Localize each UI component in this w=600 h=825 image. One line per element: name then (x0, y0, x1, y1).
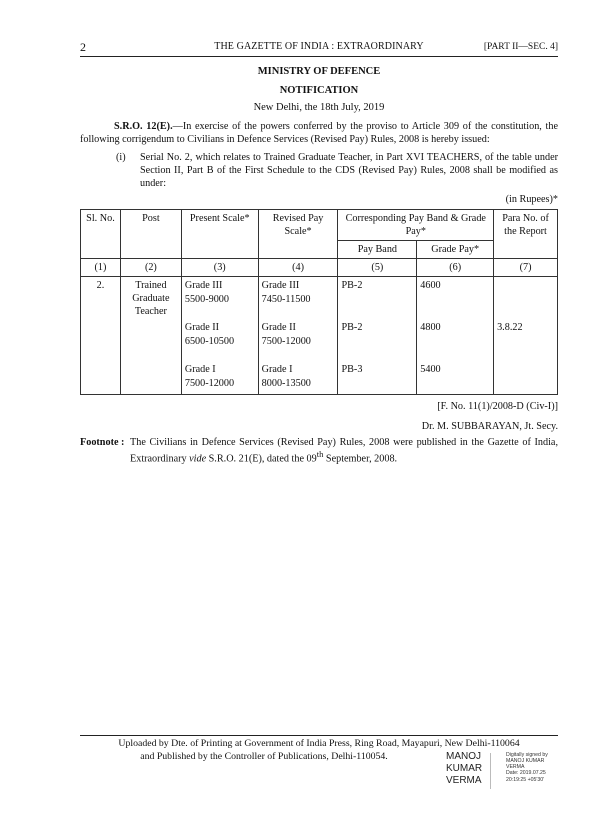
cell-present-scale (181, 277, 258, 395)
post-line: Graduate (132, 293, 170, 305)
revised-scale: 7500-12000 (261, 336, 311, 348)
col-number: (5) (338, 259, 417, 277)
col-number: (7) (494, 259, 558, 277)
header-rule (80, 56, 558, 57)
footnote-text (130, 436, 558, 465)
col-number: (4) (258, 259, 338, 277)
column-number-row (81, 259, 558, 277)
spacer (497, 293, 554, 307)
cell-revised-scale (258, 277, 338, 395)
sro-number: S.R.O. 12(E). (114, 121, 173, 132)
pay-scale-table (80, 209, 558, 395)
ministry-heading: MINISTRY OF DEFENCE (257, 66, 381, 77)
cell-post (120, 277, 181, 395)
col-number: (3) (181, 259, 258, 277)
present-scale: 6500-10500 (184, 336, 235, 348)
spacer (497, 279, 554, 293)
spacer (341, 307, 413, 321)
grade-pay: 5400 (420, 364, 441, 376)
footnote-vide: vide (189, 453, 207, 465)
grade-pay: 4800 (420, 322, 441, 334)
cell-para-no (494, 277, 558, 395)
signature-meta-line: MANOJ KUMAR (506, 758, 545, 765)
item-number: (i) (116, 152, 126, 163)
dateline: New Delhi, the 18th July, 2019 (253, 102, 385, 113)
header-grade-pay: Grade Pay* (417, 241, 494, 259)
signature-meta-line: Date: 2019.07.25 (506, 770, 546, 777)
spacer (185, 349, 255, 363)
grade-pay: 4600 (420, 280, 441, 292)
footnote-part: September, 2008. (323, 453, 398, 465)
footer-rule (80, 735, 558, 736)
header-corresponding-band: Corresponding Pay Band & Grade Pay* (338, 210, 494, 241)
gazette-part: [PART II—SEC. 4] (483, 42, 558, 52)
intro-text: —In exercise of the powers conferred by the proviso to Article 309 of the constitution, the following corrigendum to Civilians in Defence Services (Revised Pay) Rules, 2008 is hereby issued: (80, 121, 558, 146)
signature-name-line: VERMA (446, 775, 482, 786)
spacer (497, 307, 554, 321)
spacer (420, 293, 490, 307)
present-scale: 5500-9000 (184, 294, 229, 306)
digital-signature (446, 751, 571, 791)
footnote-part: The Civilians in Defence Services (Revised Pay) Rules, 2008 were published in the Gazette of India, Extraordinary (130, 437, 558, 465)
header-revised-pay-scale: Revised Pay Scale* (258, 210, 338, 259)
cell-pay-band (338, 277, 417, 395)
pay-band: PB-2 (341, 280, 363, 292)
page-header (80, 40, 558, 54)
spacer (341, 335, 413, 349)
header-pay-band: Pay Band (338, 241, 417, 259)
signature-name (446, 751, 482, 787)
col-number: (2) (120, 259, 181, 277)
cell-grade-pay (417, 277, 494, 395)
header-sl-no: Sl. No. (81, 210, 121, 259)
item-text: Serial No. 2, which relates to Trained Graduate Teacher, in Part XVI TEACHERS, of the table under Section II, Part B of the First Schedule to the CDS (Revised Pay) Rules, 2008 shall be modified as under: (140, 152, 558, 190)
page-number: 2 (80, 40, 86, 54)
revised-grade: Grade III (261, 280, 300, 292)
spacer (341, 293, 413, 307)
footer-line: and Published by the Controller of Publications, Delhi-110054. (140, 750, 388, 762)
spacer (185, 307, 255, 321)
footnote-sup: th (316, 449, 324, 460)
file-number: [F. No. 11(1)/2008-D (Civ-I)] (437, 401, 558, 412)
footer-line: Uploaded by Dte. of Printing at Government of India Press, Ring Road, Mayapuri, New Delhi-110064 (118, 738, 520, 749)
pay-band: PB-2 (341, 322, 363, 334)
signature-meta-line: Digitally signed by (506, 752, 548, 758)
spacer (341, 349, 413, 363)
spacer (420, 335, 490, 349)
revised-grade: Grade II (261, 322, 296, 334)
col-number: (6) (417, 259, 494, 277)
present-grade: Grade III (184, 280, 223, 292)
currency-note: (in Rupees)* (505, 194, 558, 205)
signature-meta-line: VERMA (506, 764, 525, 771)
revised-scale: 7450-11500 (261, 294, 311, 306)
present-grade: Grade I (184, 364, 216, 376)
spacer (262, 307, 335, 321)
pay-band: PB-3 (341, 364, 363, 376)
signature-divider (490, 753, 491, 789)
signature-name-line: MANOJ (446, 751, 481, 762)
cell-sl-no: 2. (81, 277, 121, 395)
gazette-title: THE GAZETTE OF INDIA : EXTRAORDINARY (214, 41, 424, 52)
spacer (262, 349, 335, 363)
col-number: (1) (81, 259, 121, 277)
post-line: Teacher (134, 306, 167, 318)
header-para-no: Para No. of the Report (494, 210, 558, 259)
notification-heading: NOTIFICATION (279, 85, 359, 96)
signatory: Dr. M. SUBBARAYAN, Jt. Secy. (421, 421, 558, 432)
footnote-label: Footnote : (80, 437, 125, 448)
header-present-scale: Present Scale* (181, 210, 258, 259)
header-post: Post (120, 210, 181, 259)
intro-paragraph (80, 120, 558, 146)
table-header-row (81, 210, 558, 241)
revised-grade: Grade I (261, 364, 293, 376)
signature-meta (506, 752, 548, 783)
signature-meta-line: 20:19:25 +05'30' (506, 776, 545, 783)
present-grade: Grade II (184, 322, 220, 334)
table-row (81, 277, 558, 395)
para-no: 3.8.22 (497, 322, 523, 334)
post-line: Trained (135, 280, 167, 292)
spacer (420, 349, 490, 363)
present-scale: 7500-12000 (184, 378, 235, 390)
signature-name-line: KUMAR (446, 763, 483, 774)
footnote-part: S.R.O. 21(E), dated the 09 (206, 453, 317, 465)
spacer (420, 307, 490, 321)
revised-scale: 8000-13500 (261, 378, 311, 390)
